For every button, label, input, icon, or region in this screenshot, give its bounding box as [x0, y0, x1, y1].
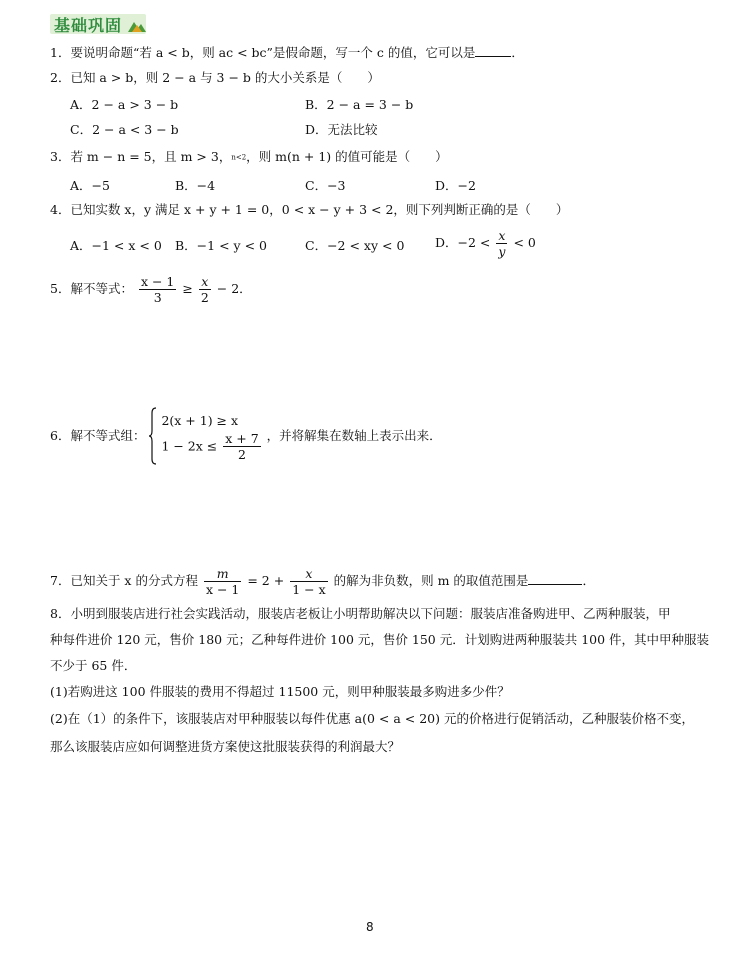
- question-3-stem: 3．若 m − n = 5，且 m > 3，n<2，则 m(n + 1) 的值可能是（ ）: [50, 149, 448, 164]
- answer-blank[interactable]: [475, 44, 511, 57]
- question-4-option-b: B．−1 < y < 0: [175, 238, 267, 253]
- left-brace-icon: [149, 407, 157, 465]
- question-4-option-a: A．−1 < x < 0: [70, 238, 162, 253]
- question-4-stem: 4．已知实数 x，y 满足 x + y + 1 = 0，0 < x − y + 3 < 2，则下列判断正确的是（ ）: [50, 202, 569, 217]
- question-8-line-3: 不少于 65 件．: [50, 658, 137, 673]
- question-8-part-2a: (2)在（1）的条件下，该服装店对甲种服装以每件优惠 a(0 < a < 20) 元的价格进行促销活动，乙种服装价格不变，: [50, 711, 694, 726]
- question-2-stem: 2．已知 a > b，则 2 − a 与 3 − b 的大小关系是（ ）: [50, 70, 380, 85]
- fraction-left: $\frac{m}{x - 1}$: [205, 566, 240, 597]
- question-2-option-a: A．2 − a > 3 − b: [70, 97, 179, 112]
- question-4-option-d: D．−2 < $\frac{x}{y}$ < 0: [435, 228, 536, 259]
- question-3-option-d: D．−2: [435, 178, 476, 193]
- question-2-option-b: B．2 − a = 3 − b: [305, 97, 414, 112]
- mountain-icon: [128, 18, 146, 32]
- inequality-system: [149, 407, 262, 465]
- question-6: 6．解不等式组： 2(x + 1) ≥ x 1 − 2x ≤ $\frac{x + 7}{2}$ ，并将解集在数轴上表示出来．: [50, 407, 442, 465]
- question-3-option-b: B．−4: [175, 178, 216, 193]
- question-3-option-c: C．−3: [305, 178, 346, 193]
- system-line-2: 1 − 2x ≤ $\frac{x + 7}{2}$: [161, 430, 259, 462]
- question-8-line-2: 种每件进价 120 元，售价 180 元；乙种每件进价 100 元，售价 150 元．计划购进两种服装共 100 件，其中甲种服装: [50, 632, 710, 647]
- fraction: $\frac{x}{y}$: [498, 228, 506, 259]
- question-2-option-c: C．2 − a < 3 − b: [70, 122, 179, 137]
- answer-blank[interactable]: [528, 572, 582, 585]
- fraction-right: $\frac{x}{1 - x}$: [292, 566, 326, 597]
- section-header: [50, 10, 150, 36]
- fraction-right: $\frac{x}{2}$: [200, 274, 209, 305]
- question-8-part-1: (1)若购进这 100 件服装的费用不得超过 11500 元，则甲种服装最多购进多少件？: [50, 684, 510, 699]
- question-7: 7．已知关于 x 的分式方程 $\frac{m}{x - 1}$ = 2 + $\frac{x}{1 - x}$ 的解为非负数，则 m 的取值范围是 ．: [50, 566, 595, 597]
- fraction: $\frac{x + 7}{2}$: [225, 430, 259, 462]
- question-8-line-1: 8．小明到服装店进行社会实践活动，服装店老板让小明帮助解决以下问题：服装店准备购进甲、乙两种服装，甲: [50, 606, 671, 621]
- question-2-option-d: D．无法比较: [305, 122, 378, 137]
- question-4-option-c: C．−2 < xy < 0: [305, 238, 405, 253]
- fraction-left: $\frac{x - 1}{3}$: [140, 274, 175, 305]
- header-title: 基础巩固: [54, 16, 123, 35]
- question-3-option-a: A．−5: [70, 178, 110, 193]
- system-line-1: 2(x + 1) ≥ x: [161, 412, 239, 428]
- question-5: 5．解不等式： $\frac{x - 1}{3}$ ≥ $\frac{x}{2}$ − 2．: [50, 274, 252, 305]
- question-8-part-2b: 那么该服装店应如何调整进货方案使这批服装获得的利润最大？: [50, 739, 401, 754]
- question-1: 1．要说明命题“若 a < b，则 ac < bc”是假命题，写一个 c 的值，它可以是 ．: [50, 45, 524, 60]
- page-number: 8: [366, 920, 374, 934]
